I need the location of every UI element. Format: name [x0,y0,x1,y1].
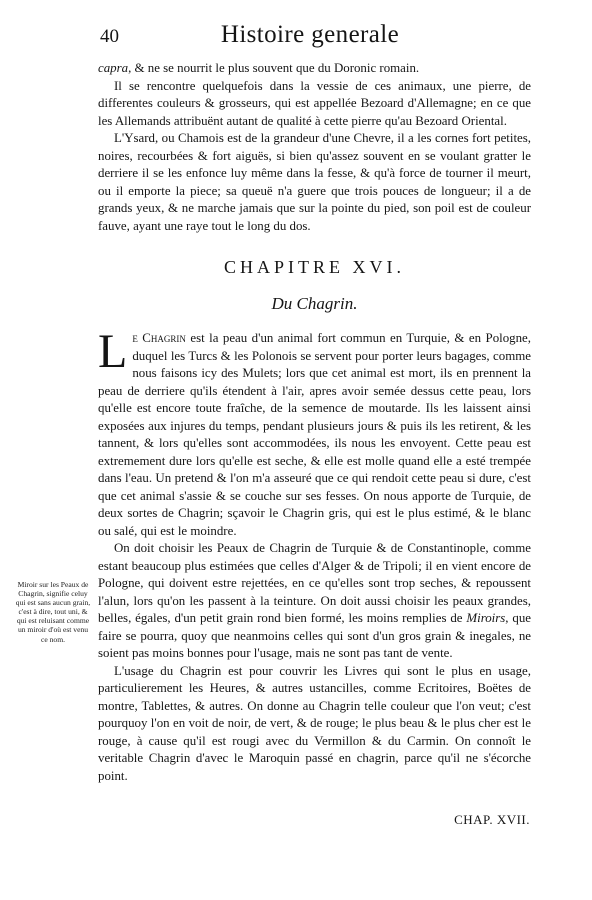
running-title: Histoire generale [220,21,400,48]
paragraph-usage: L'usage du Chagrin est pour couvrir les Livres qui sont le plus en usage, particulierement les Heures, & autres ustancilles, comme Ecritoires, Boëtes de montre, Tablettes, & autres. On donne au Chagrin telle couleur que l'on veut; c'est pourquoy l'on en voit de noir, de vert, & de rouge; le plus beau & le plus cher est le rouge, à cause qu'il est rougi avec du Vermillon & du Carmin. On connoît le veritable Chagrin d'avec le Maroquin passé en chagrin, parce qu'il ne s'écorche point. [98,663,531,783]
paragraph-text: est la peau d'un animal fort commun en Turquie, & en Pologne, duquel les Turcs & les Polonois se servent pour porter leurs bagages, comme nous faisons icy des Mulets; lors que cet animal est mort, ils en prennent la peau de derriere qu'ils étendent à l'air, apres avoir semée dessus cette peau, lors qu'elle est encore toute fraîche, de la semence de moutarde. Ils les laissent ainsi exposées aux injures du temps, pendant plusieurs jours & puis ils les retirent, & les tannent, & lors qu'elles sont accommodées, ils nous les envoyent. Cette peau est extremement dure lors qu'elle est seche, & elle est molle quand elle a esté trempée dans l'eau. Un pretend & l'on m'a asseuré que ce qui rendoit cette peau si dure, c'est que cet animal s'assie & se couche sur ses fesses. On nous apporte de Turquie, de deux sortes de Chagrin; sçavoir le Chagrin gris, qui est le plus estimé, & le blanc ou salé, qui est le moindre. [98,331,531,538]
paragraph-bezoard: Il se rencontre quelquefois dans la vessie de ces animaux, une pierre, de differentes couleurs & grosseurs, qui est appellée Bezoard d'Allemagne; en ce que les Allemands attribuënt autant de qualité à cette pierre qu'au Bezoard Oriental. [98,78,531,128]
page-header [100,18,520,54]
paragraph-choisir [98,540,531,663]
catchword: CHAP. XVII. [454,812,530,827]
paragraph-text: On doit choisir les Peaux de Chagrin de Turquie & de Constantinople, comme estant beaucoup plus estimées que celles d'Alger & de Tripoli; il en vient encore de Pologne, qui doivent estre rejettées, en ce qu'elles sont trop seches, & repoussent l'alun, lors qu'on les passent à la teinture. On doit aussi choisir les peaux grandes, belles, égales, d'un petit grain rond bien formé, les moins remplies de [98,541,531,625]
paragraph-chagrin-intro [98,325,531,540]
page-number: 40 [100,26,119,47]
paragraph-continuation [98,60,531,78]
paragraph-text: , & ne se nourrit le plus souvent que du Doronic romain. [128,61,420,75]
italic-word: Miroirs [466,611,506,625]
chapter-subtitle: Du Chagrin. [271,294,358,313]
chapter-body [98,325,531,785]
paragraph-ysard: L'Ysard, ou Chamois est de la grandeur d'une Chevre, il a les cornes fort petites, noires, recourbées & fort aiguës, si bien qu'assez souvent en se voulant gratter le derriere il se les enfonce luy même dans la fesse, & qu'à force de tourner il meurt, ou il emporte la piece; sa queuë n'a guere que trois pouces de longueur; il a de grands yeux, & ne marche jamais que sur la pointe du pied, son poil est de couleur fauve, ayant une raye tout le long du dos. [98,131,531,233]
drop-cap: L [98,325,128,378]
margin-note: Miroir sur les Peaux de Chagrin, signifie celuy qui est sans aucun grain, c'est à dire, tout uni, & qui est reluisant comme un miroir d'où est venu ce nom. [15,580,91,644]
top-text-block [98,60,531,235]
smallcaps-lead: e Chagrin [132,331,186,345]
paragraph-text: , que faire se pourra, quoy que neanmoins celles qui sont d'un gros grain & inegales, ne soient pas moins bonnes pour l'usage, mais ne sont pas tant de vente. [98,611,531,660]
chapter-title: CHAPITRE XVI. [224,257,405,277]
italic-word: capra [98,61,129,75]
